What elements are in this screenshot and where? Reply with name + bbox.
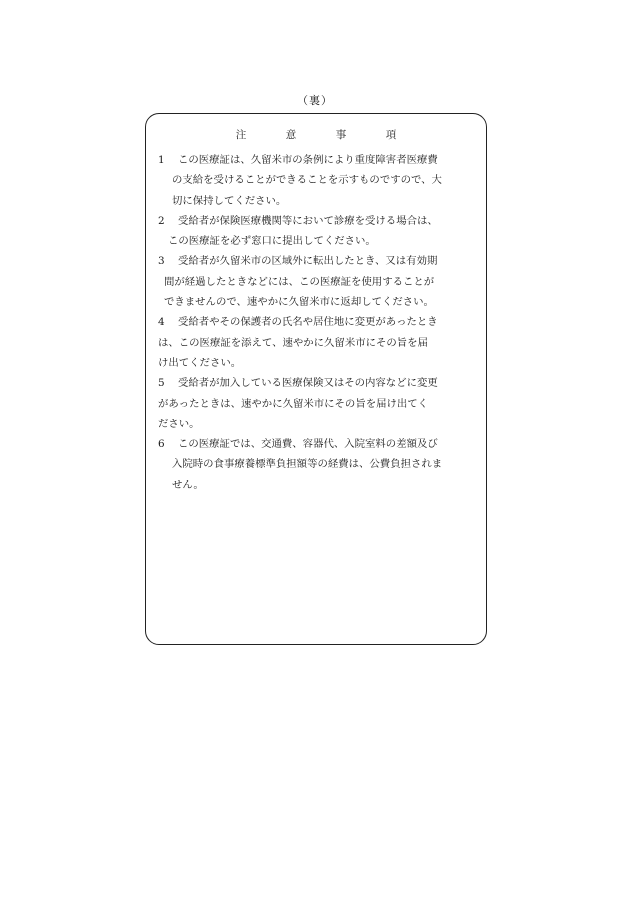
notice-title [146, 127, 486, 142]
item-text-line: できませんので、速やかに久留米市に返却してください。 [164, 296, 434, 309]
item-text-line: この医療証を必ず窓口に提出してください。 [168, 235, 376, 248]
item-number: 5 [158, 377, 165, 390]
item-text-line: 入院時の食事療養標準負担額等の経費は、公費負担されま [172, 458, 443, 471]
item-number: 4 [158, 316, 165, 329]
notice-title-char: 注 [235, 129, 247, 141]
item-text-line: は、この医療証を添えて、速やかに久留米市にその旨を届 [158, 336, 428, 349]
notice-title-char: 意 [285, 129, 297, 141]
item-text-line: 受給者が久留米市の区域外に転出したとき、又は有効期 [178, 255, 438, 268]
notice-item-2 [158, 211, 484, 252]
item-text-line: この医療証は、久留米市の条例により重度障害者医療費 [178, 154, 438, 166]
item-text-line: 受給者やその保護者の氏名や居住地に変更があったとき [178, 316, 438, 329]
item-text-line: け出てください。 [158, 356, 242, 369]
notice-item-1 [158, 150, 484, 211]
item-text-line: 受給者が保険医療機関等において診療を受ける場合は、 [178, 214, 438, 227]
notice-item-5 [158, 373, 484, 434]
item-number: 2 [158, 214, 165, 227]
item-text-line: ださい。 [158, 417, 200, 430]
item-number: 6 [158, 438, 165, 451]
notice-items [158, 150, 484, 495]
notice-item-6 [158, 434, 484, 495]
notice-title-char: 項 [385, 129, 397, 141]
item-text-line: があったときは、速やかに久留米市にその旨を届け出てく [158, 397, 429, 410]
item-number: 3 [158, 255, 165, 268]
item-text-line: この医療証では、交通費、容器代、入院室料の差額及び [178, 438, 438, 451]
item-text-line: せん。 [172, 478, 204, 491]
notice-item-3 [158, 251, 484, 312]
item-number: 1 [158, 154, 165, 166]
item-text-line: 切に保持してください。 [172, 194, 287, 207]
item-text-line: 受給者が加入している医療保険又はその内容などに変更 [178, 377, 438, 390]
item-text-line: の支給を受けることができることを示すものですので、大 [172, 174, 442, 187]
page-side-heading: （裏） [297, 94, 333, 107]
item-text-line: 間が経過したときなどには、この医療証を使用することが [164, 275, 435, 288]
notice-title-char: 事 [335, 129, 347, 141]
notice-item-4 [158, 312, 484, 373]
notice-box [145, 113, 487, 645]
